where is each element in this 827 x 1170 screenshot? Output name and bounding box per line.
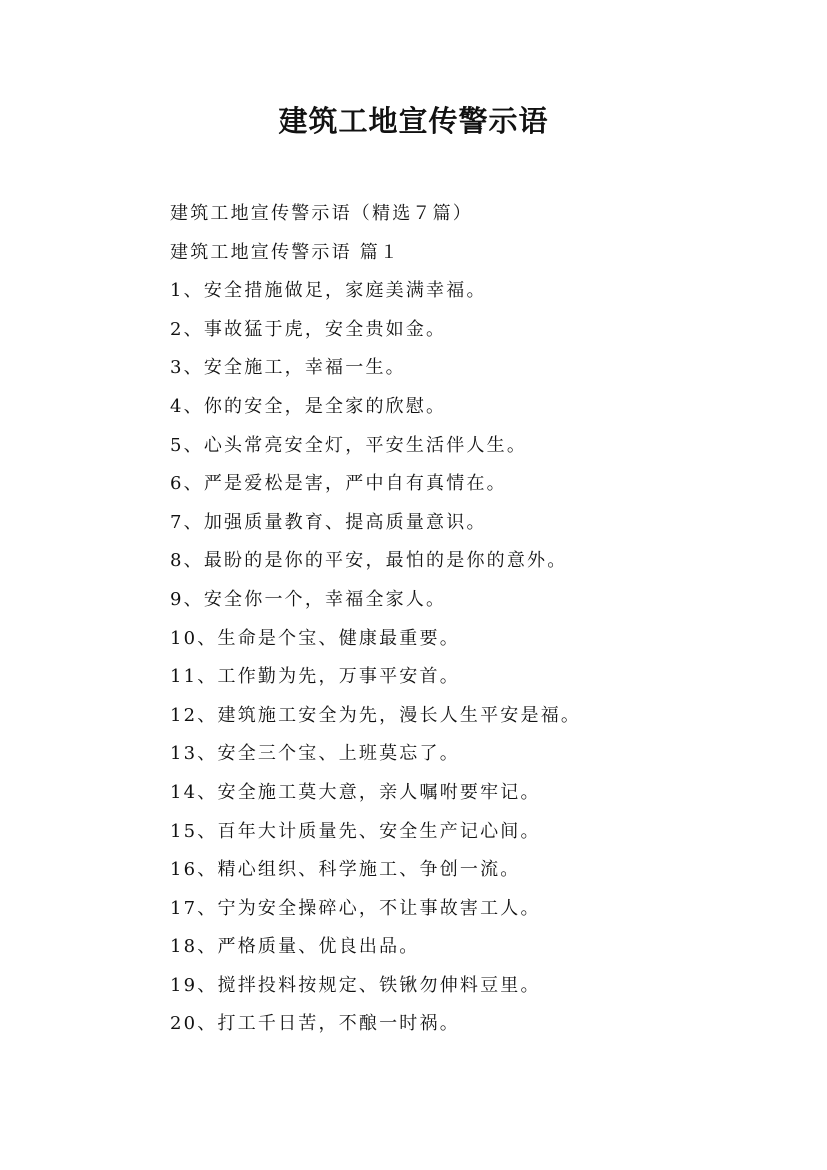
slogan-item: 7、加强质量教育、提高质量意识。 [170, 511, 487, 533]
slogan-item: 18、严格质量、优良出品。 [170, 936, 420, 958]
slogan-item: 2、事故猛于虎，安全贵如金。 [170, 318, 447, 340]
slogan-item: 14、安全施工莫大意，亲人嘱咐要牢记。 [170, 781, 541, 803]
slogan-item: 12、建筑施工安全为先，漫长人生平安是福。 [170, 704, 582, 726]
slogan-item: 20、打工千日苦，不酿一时祸。 [170, 1013, 460, 1035]
slogan-item: 4、你的安全，是全家的欣慰。 [170, 395, 447, 417]
slogan-item: 19、搅拌投料按规定、铁锹勿伸料豆里。 [170, 974, 541, 996]
slogan-item: 6、严是爱松是害，严中自有真情在。 [170, 473, 507, 495]
document-title: 建筑工地宣传警示语 [278, 104, 549, 138]
slogan-item: 3、安全施工，幸福一生。 [170, 357, 406, 379]
slogan-item: 1、安全措施做足，家庭美满幸福。 [170, 280, 487, 302]
slogan-item: 15、百年大计质量先、安全生产记心间。 [170, 820, 541, 842]
slogan-item: 5、心头常亮安全灯，平安生活伴人生。 [170, 434, 528, 456]
document-body [170, 195, 790, 1044]
document-subtitle: 建筑工地宣传警示语（精选７篇） [170, 203, 473, 224]
section-heading: 建筑工地宣传警示语 篇１ [170, 241, 401, 263]
slogan-item: 17、宁为安全操碎心，不让事故害工人。 [170, 897, 541, 919]
slogan-item: 16、精心组织、科学施工、争创一流。 [170, 859, 521, 881]
slogan-item: 13、安全三个宝、上班莫忘了。 [170, 743, 460, 765]
slogan-item: 11、工作勤为先，万事平安首。 [170, 666, 460, 688]
slogan-item: 10、生命是个宝、健康最重要。 [170, 627, 460, 649]
slogan-item: 8、最盼的是你的平安，最怕的是你的意外。 [170, 550, 568, 572]
slogan-item: 9、安全你一个，幸福全家人。 [170, 588, 447, 610]
